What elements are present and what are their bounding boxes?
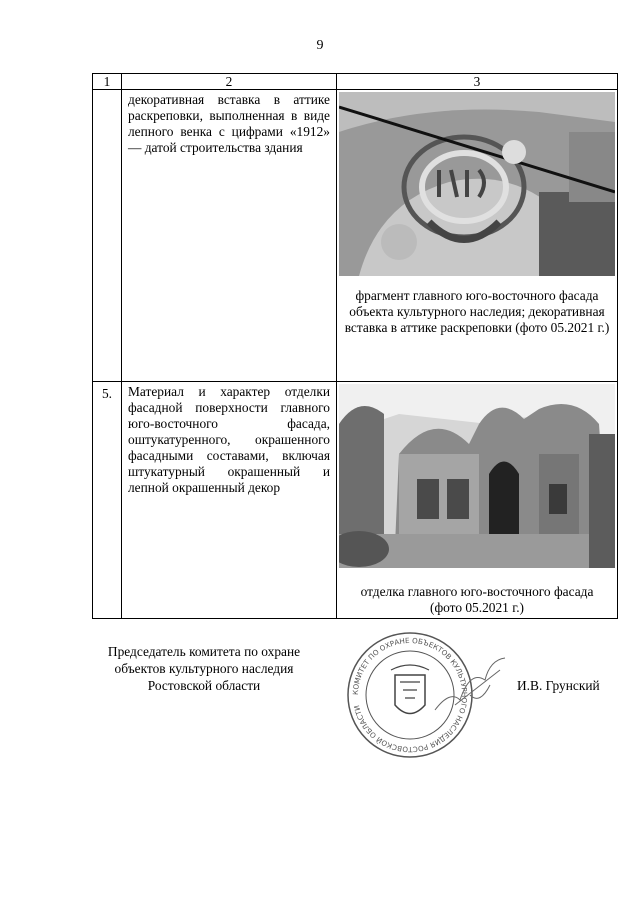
signatory-position: Председатель комитета по охране объектов культурного наследия Ростовской области (107, 644, 301, 693)
seal-text: КОМИТЕТ ПО ОХРАНЕ ОБЪЕКТОВ КУЛЬТУРНОГО НАСЛЕДИЯ РОСТОВСКОЙ ОБЛАСТИ (350, 635, 470, 755)
header-col-1: 1 (93, 74, 122, 90)
handwritten-signature (430, 650, 510, 720)
row-number (93, 90, 122, 382)
signatory-name: И.В. Грунский (517, 678, 600, 693)
photo-cell (337, 90, 618, 382)
row-description (122, 382, 337, 619)
building-facade-photo (339, 384, 615, 568)
table-row (93, 382, 618, 619)
row-number: 5. (93, 382, 122, 619)
photo-caption: отделка главного юго-восточного фасада (фото 05.2021 г.) (360, 584, 594, 615)
table-header-row (93, 74, 618, 90)
page-number: 9 (316, 38, 324, 53)
header-col-3: 3 (337, 74, 618, 90)
photo-caption: фрагмент главного юго-восточного фасада объекта культурного наследия; декоративная вставка в аттике раскреповки (фото 05.2021 г.) (344, 288, 610, 335)
description-text: Материал и характер отделки фасадной поверхности главного юго-восточного фасада, оштукатуренного, окрашенного фасадными составами, включая штукатурный окрашенный и лепной окрашенный декор (128, 384, 330, 495)
row-description (122, 90, 337, 382)
description-text: декоративная вставка в аттике раскреповки, выполненная в виде лепного венка с цифрами «1912» — датой строительства здания (128, 92, 330, 155)
heritage-table (92, 73, 618, 619)
stucco-wreath-photo (339, 92, 615, 276)
table-row (93, 90, 618, 382)
header-col-2: 2 (122, 74, 337, 90)
photo-cell (337, 382, 618, 619)
